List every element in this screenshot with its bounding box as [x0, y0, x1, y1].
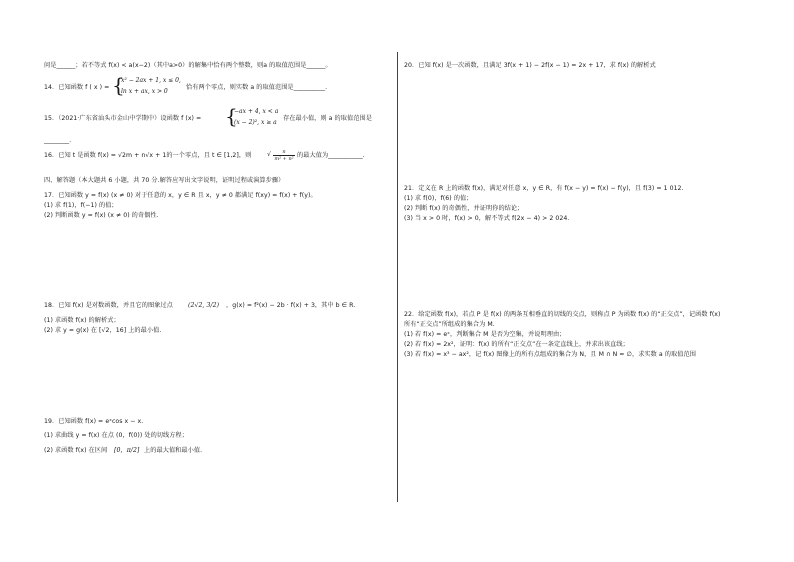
q16-sqrt-sign: √ — [267, 151, 271, 158]
q18-stem-a: 18．已知 f(x) 是对数函数，并且它的图象过点 — [44, 302, 173, 309]
q17-part1: (1) 求 f(1)，f(−1) 的值； — [44, 202, 118, 209]
q15-brace: { — [225, 104, 238, 128]
q18-part1: (1) 求函数 f(x) 的解析式； — [44, 317, 120, 324]
q14-brace: { — [112, 73, 125, 97]
q15-prefix: 15．（2021·广东省汕头市金山中学期中）设函数 f (x) = — [44, 115, 202, 122]
q15-piece1: −ax + 4, x < a — [234, 108, 279, 115]
q18-part2: (2) 求 y = g(x) 在 [√2，16] 上的最小值. — [44, 327, 162, 334]
q19-part1: (1) 求曲线 y = f(x) 在点 (0，f(0)) 处的切线方程； — [44, 432, 188, 439]
section-4-heading: 四、解答题（本大题共 6 小题，共 70 分.解答应写出文字说明，证明过程或演算步骤） — [44, 177, 285, 184]
q16-tail: 的最大值为___________. — [297, 152, 365, 159]
q18-stem-b: ，g(x) = f²(x) − 2b · f(x) + 3，其中 b ∈ R. — [226, 302, 356, 309]
q15-piece2: (x − 2)², x ≥ a — [234, 119, 277, 126]
q22-part2: (2) 若 f(x) = 2x²，证明：f(x) 的所有“正交点”在一条定直线上，并求出该直线； — [404, 341, 629, 348]
q21-part3: (3) 当 x > 0 时，f(x) > 0，解不等式 f(2x − 4) > 2 024. — [404, 215, 570, 222]
q17-stem: 17．已知函数 y = f(x) (x ≠ 0) 对于任意的 x，y ∈ R 且 x，y ≠ 0 都满足 f(xy) = f(x) + f(y)。 — [44, 192, 317, 199]
q16-frac-den: m² + n² — [274, 156, 294, 162]
q14-suffix: 恰有两个零点，则实数 a 的取值范围是__________. — [186, 84, 328, 91]
q19-part2-a: (2) 求函数 f(x) 在区间 — [44, 447, 108, 454]
q15-suffix: 存在最小值，则 a 的取值范围是 — [283, 115, 372, 122]
q20-stem: 20．已知 f(x) 是一次函数，且满足 3f(x + 1) − 2f(x − 1) = 2x + 17，求 f(x) 的解析式 — [404, 62, 656, 69]
q16-text: 16．已知 t 是函数 f(x) = √2m + n√x + 1的一个零点，且 t ∈ [1,2]，则 — [44, 152, 252, 159]
q22-stem-2: 所有“正交点”所组成的集合为 M. — [404, 321, 495, 328]
q14-piece2: ln x + ax, x > 0 — [121, 88, 168, 95]
q19-interval: [0，π/2] — [114, 447, 140, 454]
q22-stem-1: 22．给定函数 f(x)，若点 P 是 f(x) 的两条互相垂直的切线的交点，则称点 P 为函数 f(x) 的“正交点”，记函数 f(x) — [404, 311, 721, 318]
q15-blank: ________. — [44, 137, 72, 144]
q22-part3: (3) 若 f(x) = x³ − ax²，记 f(x) 图像上的所有点组成的集合为 N，且 M ∩ N = ∅，求实数 a 的取值范围 — [404, 351, 696, 358]
q19-part2-b: 上的最大值和最小值. — [144, 447, 203, 454]
column-divider — [397, 52, 398, 502]
q22-part1: (1) 若 f(x) = eˣ，判断集合 M 是否为空集，并说明理由； — [404, 331, 566, 338]
q18-point: (2√2, 3/2) — [188, 302, 220, 309]
q21-stem: 21．定义在 R 上的函数 f(x)，满足对任意 x，y ∈ R，有 f(x − y) = f(x) − f(y)，且 f(3) = 1 012. — [404, 185, 684, 192]
q21-part1: (1) 求 f(0)，f(6) 的值； — [404, 195, 473, 202]
q14-piece1: x² − 2ax + 1, x ≤ 0, — [121, 77, 181, 84]
q13-tail: 问是______；若不等式 f(x) < a(x−2)（其中a>0）的解集中恰有两个整数，则a 的取值范围是______。 — [44, 62, 332, 69]
q14-prefix: 14．已知函数 f ( x ) = — [44, 84, 110, 91]
q19-stem: 19．已知函数 f(x) = eˣcos x − x. — [44, 418, 144, 425]
q16-fraction — [273, 149, 295, 162]
q21-part2: (2) 判断 f(x) 的奇偶性，并证明你的结论； — [404, 205, 524, 212]
q16-frac-num: n — [282, 149, 286, 155]
q17-part2: (2) 判断函数 y = f(x) (x ≠ 0) 的奇偶性. — [44, 212, 159, 219]
